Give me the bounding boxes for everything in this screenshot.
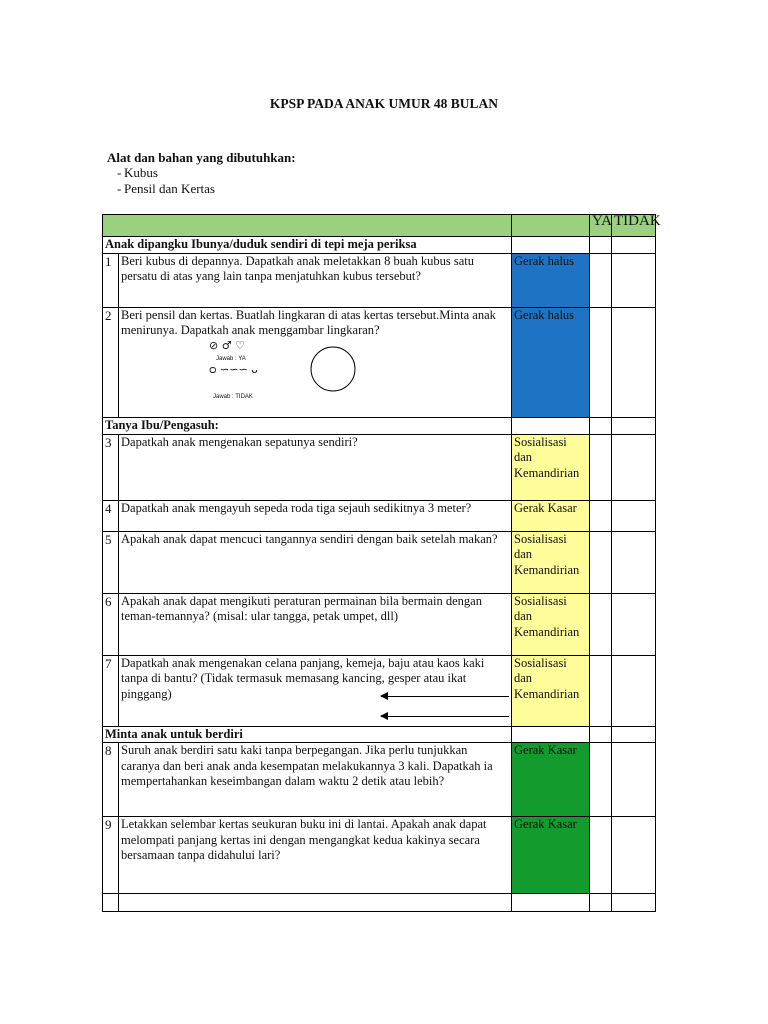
tidak-checkbox[interactable] [612, 435, 656, 501]
sample-circle [309, 345, 357, 393]
table-row [103, 743, 656, 817]
tidak-checkbox[interactable] [612, 656, 656, 727]
arrow-left-icon [381, 696, 509, 697]
ya-checkbox[interactable] [590, 254, 612, 308]
tidak-checkbox[interactable] [612, 743, 656, 817]
row-category: Gerak Kasar [512, 743, 590, 817]
header-cell [103, 215, 512, 237]
row-question-cell [119, 308, 512, 418]
row-question: Apakah anak dapat mengikuti peraturan permainan bila bermain dengan teman-temannya? (misal: ular tangga, petak umpet, dll) [119, 594, 512, 656]
table-row [103, 308, 656, 418]
ya-checkbox[interactable] [590, 743, 612, 817]
ya-checkbox[interactable] [590, 308, 612, 418]
tidak-checkbox[interactable] [612, 817, 656, 894]
row-category: Sosialisasi dan Kemandirian [512, 532, 590, 594]
table-header-row [103, 215, 656, 237]
section-row [103, 237, 656, 254]
scribble-ya-drawings: ⊘ ♂ ♡ [209, 338, 245, 352]
table-row [103, 254, 656, 308]
row-question: Letakkan selembar kertas seukuran buku ini di lantai. Apakah anak dapat melompati panjang kertas ini dengan mengangkat kedua kakinya secara bersamaan tanpa didahului lari? [119, 817, 512, 894]
arrow-left-icon [381, 716, 509, 717]
tidak-checkbox[interactable] [612, 532, 656, 594]
row-question: Dapatkah anak mengenakan sepatunya sendiri? [119, 435, 512, 501]
row-question: Dapatkah anak mengayuh sepeda roda tiga sejauh sedikitnya 3 meter? [119, 501, 512, 532]
section-row [103, 727, 656, 743]
row-category: Sosialisasi dan Kemandirian [512, 594, 590, 656]
table-row [103, 817, 656, 894]
row-question: Suruh anak berdiri satu kaki tanpa berpegangan. Jika perlu tunjukkan caranya dan beri anak anda kesempatan melakukannya 3 kali. Dapatkah ia mempertahankan keseimbangan dalam waktu 2 detik atau lebih? [119, 743, 512, 817]
header-tidak: TIDAK [612, 215, 656, 237]
tool-item-label: Pensil dan Kertas [124, 181, 215, 196]
page-title: KPSP PADA ANAK UMUR 48 BULAN [269, 96, 499, 111]
ya-checkbox[interactable] [590, 817, 612, 894]
row-number: 5 [103, 532, 119, 594]
tidak-checkbox[interactable] [612, 594, 656, 656]
row-category: Gerak Kasar [512, 501, 590, 532]
row-number: 2 [103, 308, 119, 418]
section-row [103, 418, 656, 435]
ya-checkbox[interactable] [590, 501, 612, 532]
row-question: Apakah anak dapat mencuci tangannya sendiri dengan baik setelah makan? [119, 532, 512, 594]
table-row [103, 656, 656, 727]
header-cell [512, 215, 590, 237]
table-row [103, 435, 656, 501]
table-row [103, 532, 656, 594]
row-category: Sosialisasi dan Kemandirian [512, 435, 590, 501]
tool-item: - Kubus [117, 165, 158, 180]
tidak-checkbox[interactable] [612, 254, 656, 308]
row-number: 3 [103, 435, 119, 501]
section-title: Anak dipangku Ibunya/duduk sendiri di tepi meja periksa [103, 237, 512, 254]
header-ya: YA [590, 215, 612, 237]
row-number: 7 [103, 656, 119, 727]
kpsp-table [102, 213, 661, 912]
row-number: 6 [103, 594, 119, 656]
row-question: Beri kubus di depannya. Dapatkah anak meletakkan 8 buah kubus satu persatu di atas yang lain tanpa menjatuhkan kubus tersebut? [119, 254, 512, 308]
row-category: Gerak halus [512, 308, 590, 418]
tools-heading: Alat dan bahan yang dibutuhkan: [107, 150, 296, 165]
table-row [103, 594, 656, 656]
tool-item-label: Kubus [124, 165, 158, 180]
ya-checkbox[interactable] [590, 435, 612, 501]
row-number: 4 [103, 501, 119, 532]
row-category: Gerak halus [512, 254, 590, 308]
row-number: 8 [103, 743, 119, 817]
empty-row [103, 894, 656, 912]
row-category: Sosialisasi dan Kemandirian [512, 656, 590, 727]
scribble-tidak-drawings: ᴑ ∽∽∽ ᴗ [209, 362, 258, 376]
circle-figure [121, 339, 509, 403]
row-question: Beri pensil dan kertas. Buatlah lingkaran di atas kertas tersebut.Minta anak menirunya. Dapatkah anak menggambar lingkaran? [121, 308, 496, 338]
tool-item: - Pensil dan Kertas [117, 181, 215, 196]
section-title: Minta anak untuk berdiri [103, 727, 512, 743]
ya-checkbox[interactable] [590, 532, 612, 594]
table-row [103, 501, 656, 532]
row-category: Gerak Kasar [512, 817, 590, 894]
row-number: 1 [103, 254, 119, 308]
fig-label-ya: Jawab : YA [216, 355, 246, 362]
tidak-checkbox[interactable] [612, 308, 656, 418]
tidak-checkbox[interactable] [612, 501, 656, 532]
ya-checkbox[interactable] [590, 594, 612, 656]
fig-label-tidak: Jawab : TIDAK [213, 393, 253, 400]
row-number: 9 [103, 817, 119, 894]
section-title: Tanya Ibu/Pengasuh: [103, 418, 512, 435]
ya-checkbox[interactable] [590, 656, 612, 727]
row-question: Dapatkah anak mengenakan celana panjang, kemeja, baju atau kaos kaki tanpa di bantu? (Tidak termasuk memasang kancing, gesper atau ikat pinggang) [119, 656, 512, 727]
